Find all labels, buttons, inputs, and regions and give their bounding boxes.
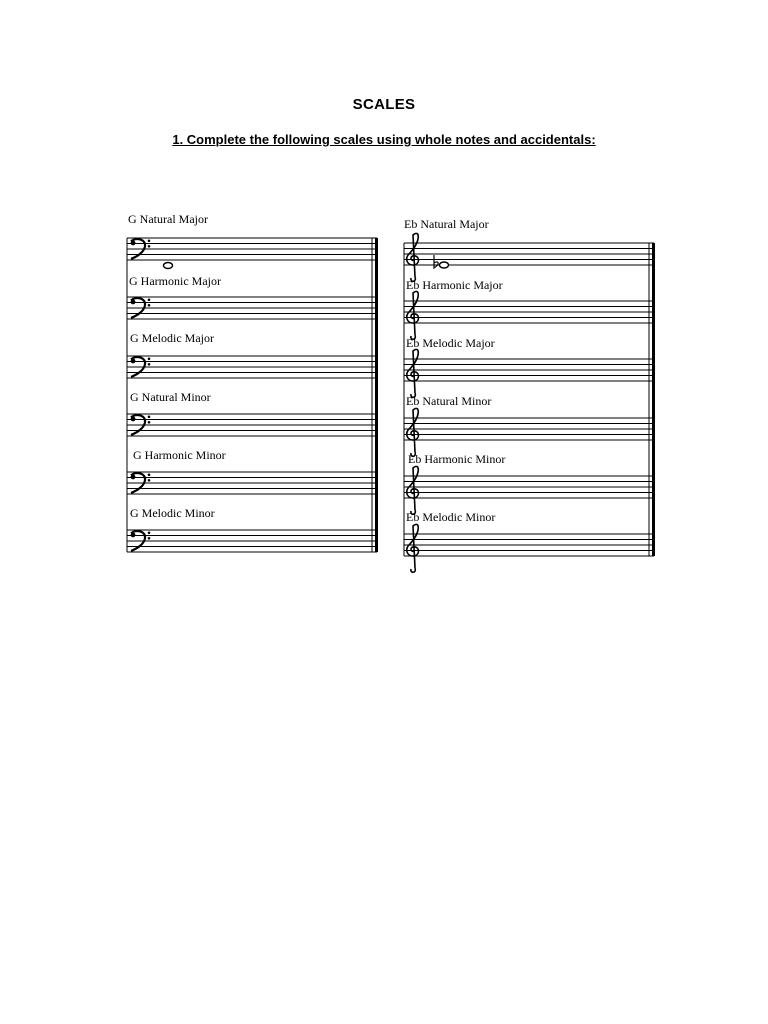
scale-label: Eb Natural Minor	[406, 394, 492, 408]
flat-sign-stroke	[434, 255, 438, 268]
treble-clef-icon	[407, 349, 419, 397]
scale-label: G Natural Major	[128, 212, 208, 226]
treble-clef-stroke	[407, 466, 419, 514]
scale-label: Eb Natural Major	[404, 217, 489, 231]
scale-label: G Harmonic Minor	[133, 448, 226, 462]
whole-note-eb	[440, 262, 449, 268]
scale-label: G Melodic Minor	[130, 506, 215, 520]
page-title: SCALES	[352, 96, 416, 113]
final-barline-thick	[652, 243, 655, 556]
treble-clef-stroke	[407, 408, 419, 456]
scale-label: Eb Melodic Major	[406, 336, 495, 350]
scale-label: Eb Melodic Minor	[406, 510, 496, 524]
flat-sign-icon	[434, 255, 438, 268]
treble-clef-stroke	[407, 291, 419, 339]
instruction-text: 1. Complete the following scales using whole notes and accidentals:	[172, 132, 596, 147]
treble-clef-stroke	[407, 524, 419, 572]
treble-clef-icon	[407, 408, 419, 456]
treble-clef-icon	[407, 466, 419, 514]
scale-label: G Melodic Major	[130, 331, 214, 345]
treble-clef-icon	[407, 524, 419, 572]
scale-label: Eb Harmonic Major	[406, 278, 503, 292]
treble-clef-icon	[407, 291, 419, 339]
scale-label: G Natural Minor	[130, 390, 211, 404]
treble-clef-stroke	[407, 349, 419, 397]
treble-clef-stroke	[407, 233, 419, 281]
scale-label: G Harmonic Major	[129, 274, 221, 288]
treble-clef-icon	[407, 233, 419, 281]
scale-label: Eb Harmonic Minor	[408, 452, 506, 466]
